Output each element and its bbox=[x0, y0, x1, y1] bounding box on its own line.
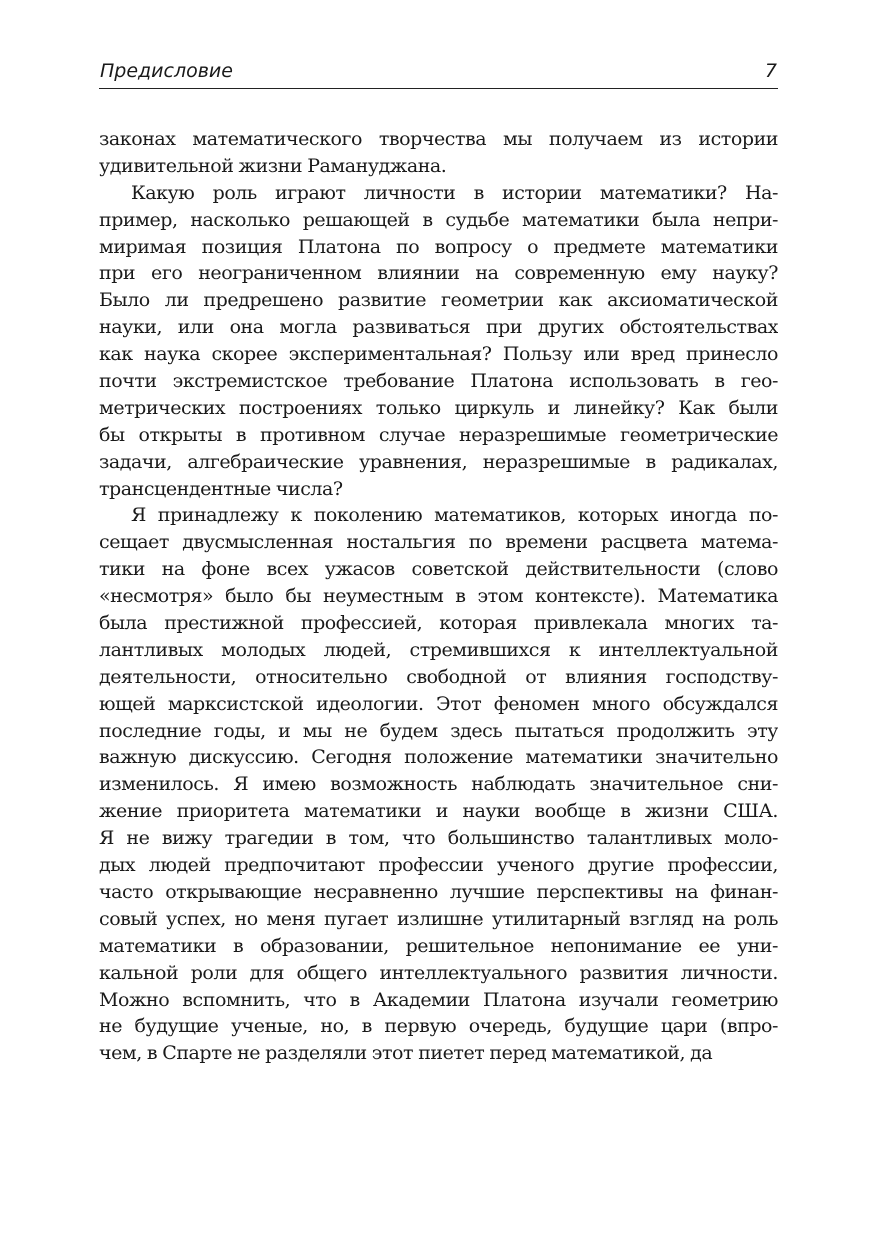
text-line: часто открывающие несравненно лучшие перспективы на финан- bbox=[99, 880, 778, 903]
text-line: при его неограниченном влиянии на современную ему науку? bbox=[99, 262, 778, 285]
paragraph bbox=[99, 180, 778, 503]
text-line: важную дискуссию. Сегодня положение математики значительно bbox=[99, 746, 778, 769]
running-header bbox=[99, 58, 778, 89]
text-line: почти экстремистское требование Платона использовать в гео- bbox=[99, 370, 778, 393]
text-line: сещает двусмысленная ностальгия по времени расцвета матема- bbox=[99, 531, 778, 554]
text-line: как наука скорее экспериментальная? Пользу или вред принесло bbox=[99, 343, 778, 366]
text-line: Я не вижу трагедии в том, что большинство талантливых моло- bbox=[99, 827, 778, 850]
text-line: лантливых молодых людей, стремившихся к интеллектуальной bbox=[99, 638, 778, 661]
text-line: последние годы, и мы не будем здесь пытаться продолжить эту bbox=[99, 719, 778, 742]
text-line: «несмотря» было бы неуместным в этом контексте). Математика bbox=[99, 585, 778, 608]
text-line: задачи, алгебраические уравнения, неразрешимые в радикалах, bbox=[99, 450, 778, 473]
page-number: 7 bbox=[764, 60, 777, 82]
text-line: была престижной профессией, которая привлекала многих та- bbox=[99, 612, 778, 635]
text-line: дых людей предпочитают профессии ученого другие профессии, bbox=[99, 854, 778, 877]
text-line: удивительной жизни Рамануджана. bbox=[99, 154, 447, 177]
text-line: математики в образовании, решительное непонимание ее уни- bbox=[99, 934, 778, 957]
text-line: Я принадлежу к поколению математиков, которых иногда по- bbox=[131, 504, 778, 527]
text-line: трансцендентные числа? bbox=[99, 477, 343, 500]
text-line: Было ли предрешено развитие геометрии как аксиоматической bbox=[99, 289, 778, 312]
text-line: совый успех, но меня пугает излишне утилитарный взгляд на роль bbox=[99, 907, 778, 930]
text-line: не будущие ученые, но, в первую очередь, будущие цари (впро- bbox=[99, 1015, 778, 1038]
text-line: Какую роль играют личности в истории математики? На- bbox=[131, 181, 778, 204]
body-text bbox=[99, 126, 778, 1067]
text-line: пример, насколько решающей в судьбе математики была непри- bbox=[99, 208, 778, 231]
paragraph bbox=[99, 126, 778, 180]
chapter-title: Предисловие bbox=[100, 60, 233, 82]
text-line: тики на фоне всех ужасов советской действительности (слово bbox=[99, 558, 778, 581]
text-line: жение приоритета математики и науки вообще в жизни США. bbox=[99, 800, 778, 823]
text-line: метрических построениях только циркуль и линейку? Как были bbox=[99, 396, 778, 419]
text-line: законах математического творчества мы получаем из истории bbox=[99, 128, 778, 150]
text-line: Можно вспомнить, что в Академии Платона изучали геометрию bbox=[99, 988, 778, 1011]
text-line: изменилось. Я имею возможность наблюдать значительное сни- bbox=[99, 773, 778, 796]
text-line: бы открыты в противном случае неразрешимые геометрические bbox=[99, 423, 778, 446]
text-line: деятельности, относительно свободной от влияния господству- bbox=[99, 665, 778, 688]
text-line: кальной роли для общего интеллектуального развития личности. bbox=[99, 961, 778, 984]
text-line: чем, в Спарте не разделяли этот пиетет перед математикой, да bbox=[99, 1042, 713, 1065]
paragraph bbox=[99, 502, 778, 1067]
text-line: науки, или она могла развиваться при других обстоятельствах bbox=[99, 316, 778, 339]
text-line: ющей марксистской идеологии. Этот феномен много обсуждался bbox=[99, 692, 778, 715]
text-line: миримая позиция Платона по вопросу о предмете математики bbox=[99, 235, 778, 258]
